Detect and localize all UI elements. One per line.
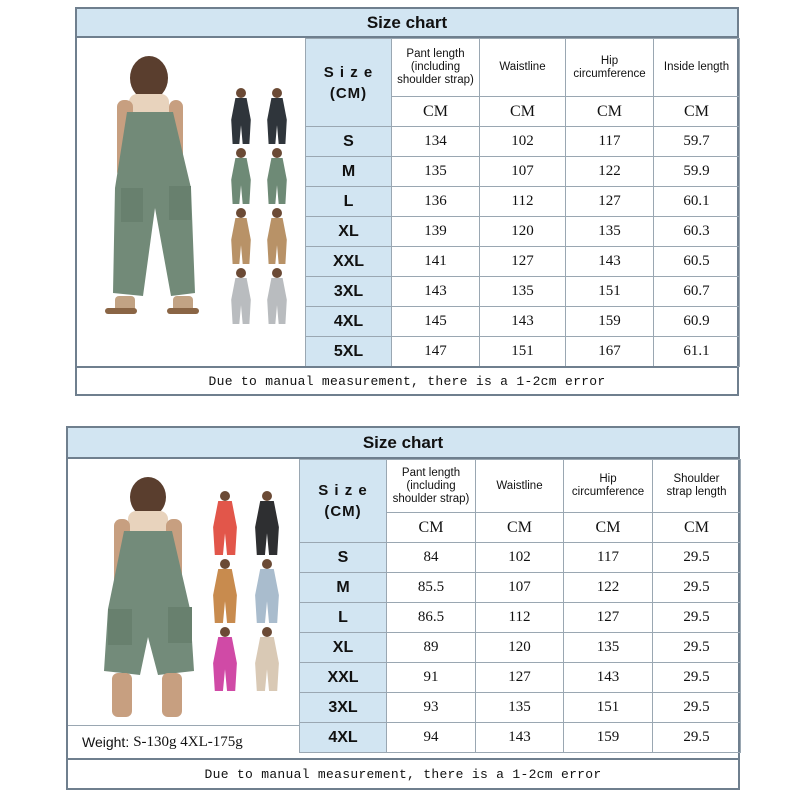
size-chart-short bbox=[66, 426, 740, 790]
measurement-cell: 159 bbox=[566, 307, 654, 337]
measurement-cell: 136 bbox=[392, 187, 480, 217]
size-label: XL bbox=[306, 217, 392, 247]
measurement-cell: 151 bbox=[566, 277, 654, 307]
measurement-cell: 127 bbox=[564, 603, 653, 633]
thumbnail-model-head bbox=[272, 208, 282, 218]
thumbnail-model-head bbox=[262, 627, 272, 637]
unit-label: CM bbox=[387, 513, 476, 543]
measurement-cell: 102 bbox=[480, 127, 566, 157]
measurement-cell: 91 bbox=[387, 663, 476, 693]
size-label: M bbox=[300, 573, 387, 603]
size-label: 3XL bbox=[306, 277, 392, 307]
product-photos bbox=[68, 459, 299, 725]
table-row bbox=[306, 277, 740, 307]
measurement-cell: 89 bbox=[387, 633, 476, 663]
thumbnail-model-head bbox=[236, 208, 246, 218]
table-row bbox=[306, 187, 740, 217]
measurement-note: Due to manual measurement, there is a 1-2cm error bbox=[68, 758, 738, 788]
color-variant-thumbnail bbox=[267, 98, 287, 144]
size-table bbox=[299, 459, 741, 753]
table-row bbox=[300, 663, 741, 693]
column-header-shoulder-strap: Shoulder strap length bbox=[653, 460, 741, 513]
measurement-cell: 151 bbox=[480, 337, 566, 367]
size-label: L bbox=[306, 187, 392, 217]
measurement-cell: 127 bbox=[480, 247, 566, 277]
color-variant-thumbnail bbox=[255, 569, 279, 623]
measurement-cell: 159 bbox=[564, 723, 653, 753]
measurement-cell: 59.9 bbox=[654, 157, 740, 187]
thumbnail-model-head bbox=[236, 268, 246, 278]
thumbnail-model-head bbox=[220, 627, 230, 637]
size-chart-long bbox=[75, 7, 739, 396]
size-label: XXL bbox=[306, 247, 392, 277]
measurement-cell: 135 bbox=[566, 217, 654, 247]
measurement-cell: 107 bbox=[476, 573, 564, 603]
measurement-cell: 84 bbox=[387, 543, 476, 573]
measurement-cell: 122 bbox=[566, 157, 654, 187]
table-row bbox=[300, 693, 741, 723]
thumbnail-model-head bbox=[236, 88, 246, 98]
product-photo-illustration bbox=[77, 38, 305, 366]
column-header-hip: Hip circumference bbox=[566, 39, 654, 97]
unit-label: CM bbox=[654, 97, 740, 127]
measurement-cell: 102 bbox=[476, 543, 564, 573]
color-variant-thumbnail bbox=[213, 569, 237, 623]
unit-label: CM bbox=[476, 513, 564, 543]
measurement-cell: 112 bbox=[480, 187, 566, 217]
table-row bbox=[300, 573, 741, 603]
thumbnail-model-head bbox=[272, 268, 282, 278]
measurement-cell: 60.5 bbox=[654, 247, 740, 277]
size-label: S bbox=[306, 127, 392, 157]
measurement-cell: 117 bbox=[564, 543, 653, 573]
color-variant-thumbnail bbox=[231, 218, 251, 264]
measurement-cell: 134 bbox=[392, 127, 480, 157]
unit-label: CM bbox=[564, 513, 653, 543]
measurement-cell: 29.5 bbox=[653, 573, 741, 603]
measurement-cell: 85.5 bbox=[387, 573, 476, 603]
thumbnail-model-head bbox=[272, 88, 282, 98]
measurement-cell: 143 bbox=[566, 247, 654, 277]
model-short-romper bbox=[104, 477, 194, 717]
measurement-cell: 143 bbox=[392, 277, 480, 307]
table-row bbox=[300, 723, 741, 753]
product-photos bbox=[77, 38, 305, 366]
measurement-cell: 107 bbox=[480, 157, 566, 187]
product-photo-illustration bbox=[68, 459, 299, 725]
table-row bbox=[306, 157, 740, 187]
size-label: 5XL bbox=[306, 337, 392, 367]
thumbnail-model-head bbox=[220, 491, 230, 501]
measurement-cell: 147 bbox=[392, 337, 480, 367]
table-row bbox=[300, 603, 741, 633]
measurement-cell: 143 bbox=[564, 663, 653, 693]
column-header-hip: Hip circumference bbox=[564, 460, 653, 513]
thumbnail-model-head bbox=[220, 559, 230, 569]
table-row bbox=[300, 543, 741, 573]
measurement-cell: 139 bbox=[392, 217, 480, 247]
column-header-inside-length: Inside length bbox=[654, 39, 740, 97]
unit-label: CM bbox=[653, 513, 741, 543]
color-variant-thumbnail bbox=[231, 98, 251, 144]
measurement-cell: 141 bbox=[392, 247, 480, 277]
size-column-header: S i z e (CM) bbox=[300, 460, 387, 543]
measurement-cell: 93 bbox=[387, 693, 476, 723]
measurement-cell: 61.1 bbox=[654, 337, 740, 367]
color-variant-thumbnail bbox=[213, 637, 237, 691]
thumbnail-model-head bbox=[262, 491, 272, 501]
weight-label: Weight: bbox=[82, 734, 130, 750]
unit-label: CM bbox=[480, 97, 566, 127]
size-table bbox=[305, 38, 740, 367]
column-header-waistline: Waistline bbox=[476, 460, 564, 513]
thumbnail-model-head bbox=[236, 148, 246, 158]
measurement-cell: 86.5 bbox=[387, 603, 476, 633]
measurement-cell: 60.9 bbox=[654, 307, 740, 337]
measurement-cell: 145 bbox=[392, 307, 480, 337]
thumbnail-model-head bbox=[272, 148, 282, 158]
table-row bbox=[306, 247, 740, 277]
measurement-cell: 143 bbox=[476, 723, 564, 753]
measurement-cell: 167 bbox=[566, 337, 654, 367]
color-variant-thumbnails bbox=[231, 88, 287, 324]
size-label: XL bbox=[300, 633, 387, 663]
measurement-cell: 59.7 bbox=[654, 127, 740, 157]
table-row bbox=[306, 127, 740, 157]
size-label: S bbox=[300, 543, 387, 573]
measurement-cell: 94 bbox=[387, 723, 476, 753]
measurement-cell: 122 bbox=[564, 573, 653, 603]
size-label: XXL bbox=[300, 663, 387, 693]
measurement-cell: 135 bbox=[564, 633, 653, 663]
color-variant-thumbnail bbox=[267, 158, 287, 204]
measurement-cell: 29.5 bbox=[653, 723, 741, 753]
unit-label: CM bbox=[566, 97, 654, 127]
table-row bbox=[306, 217, 740, 247]
measurement-cell: 29.5 bbox=[653, 603, 741, 633]
size-label: 3XL bbox=[300, 693, 387, 723]
measurement-cell: 29.5 bbox=[653, 693, 741, 723]
weight-info bbox=[68, 725, 299, 758]
measurement-cell: 151 bbox=[564, 693, 653, 723]
model-long-jumpsuit bbox=[105, 56, 199, 314]
size-label: M bbox=[306, 157, 392, 187]
color-variant-thumbnail bbox=[231, 278, 251, 324]
measurement-cell: 120 bbox=[476, 633, 564, 663]
color-variant-thumbnail bbox=[255, 637, 279, 691]
measurement-cell: 29.5 bbox=[653, 633, 741, 663]
measurement-cell: 135 bbox=[392, 157, 480, 187]
chart-title: Size chart bbox=[68, 428, 738, 459]
measurement-cell: 143 bbox=[480, 307, 566, 337]
size-column-header: S i z e (CM) bbox=[306, 39, 392, 127]
thumbnail-model-head bbox=[262, 559, 272, 569]
size-label: 4XL bbox=[300, 723, 387, 753]
measurement-cell: 127 bbox=[566, 187, 654, 217]
chart-title: Size chart bbox=[77, 9, 737, 38]
color-variant-thumbnails bbox=[213, 491, 279, 691]
column-header-waistline: Waistline bbox=[480, 39, 566, 97]
measurement-cell: 135 bbox=[476, 693, 564, 723]
measurement-note: Due to manual measurement, there is a 1-2cm error bbox=[77, 366, 737, 394]
table-row bbox=[306, 337, 740, 367]
weight-value: S-130g 4XL-175g bbox=[133, 733, 243, 750]
measurement-cell: 29.5 bbox=[653, 663, 741, 693]
table-row bbox=[300, 633, 741, 663]
table-row bbox=[306, 307, 740, 337]
measurement-cell: 117 bbox=[566, 127, 654, 157]
measurement-cell: 29.5 bbox=[653, 543, 741, 573]
measurement-cell: 60.3 bbox=[654, 217, 740, 247]
column-header-pant-length: Pant length (including shoulder strap) bbox=[392, 39, 480, 97]
color-variant-thumbnail bbox=[213, 501, 237, 555]
color-variant-thumbnail bbox=[267, 278, 287, 324]
measurement-cell: 127 bbox=[476, 663, 564, 693]
measurement-cell: 60.1 bbox=[654, 187, 740, 217]
size-label: 4XL bbox=[306, 307, 392, 337]
color-variant-thumbnail bbox=[267, 218, 287, 264]
unit-label: CM bbox=[392, 97, 480, 127]
measurement-cell: 60.7 bbox=[654, 277, 740, 307]
color-variant-thumbnail bbox=[255, 501, 279, 555]
measurement-cell: 135 bbox=[480, 277, 566, 307]
measurement-cell: 120 bbox=[480, 217, 566, 247]
measurement-cell: 112 bbox=[476, 603, 564, 633]
color-variant-thumbnail bbox=[231, 158, 251, 204]
size-label: L bbox=[300, 603, 387, 633]
column-header-pant-length: Pant length (including shoulder strap) bbox=[387, 460, 476, 513]
